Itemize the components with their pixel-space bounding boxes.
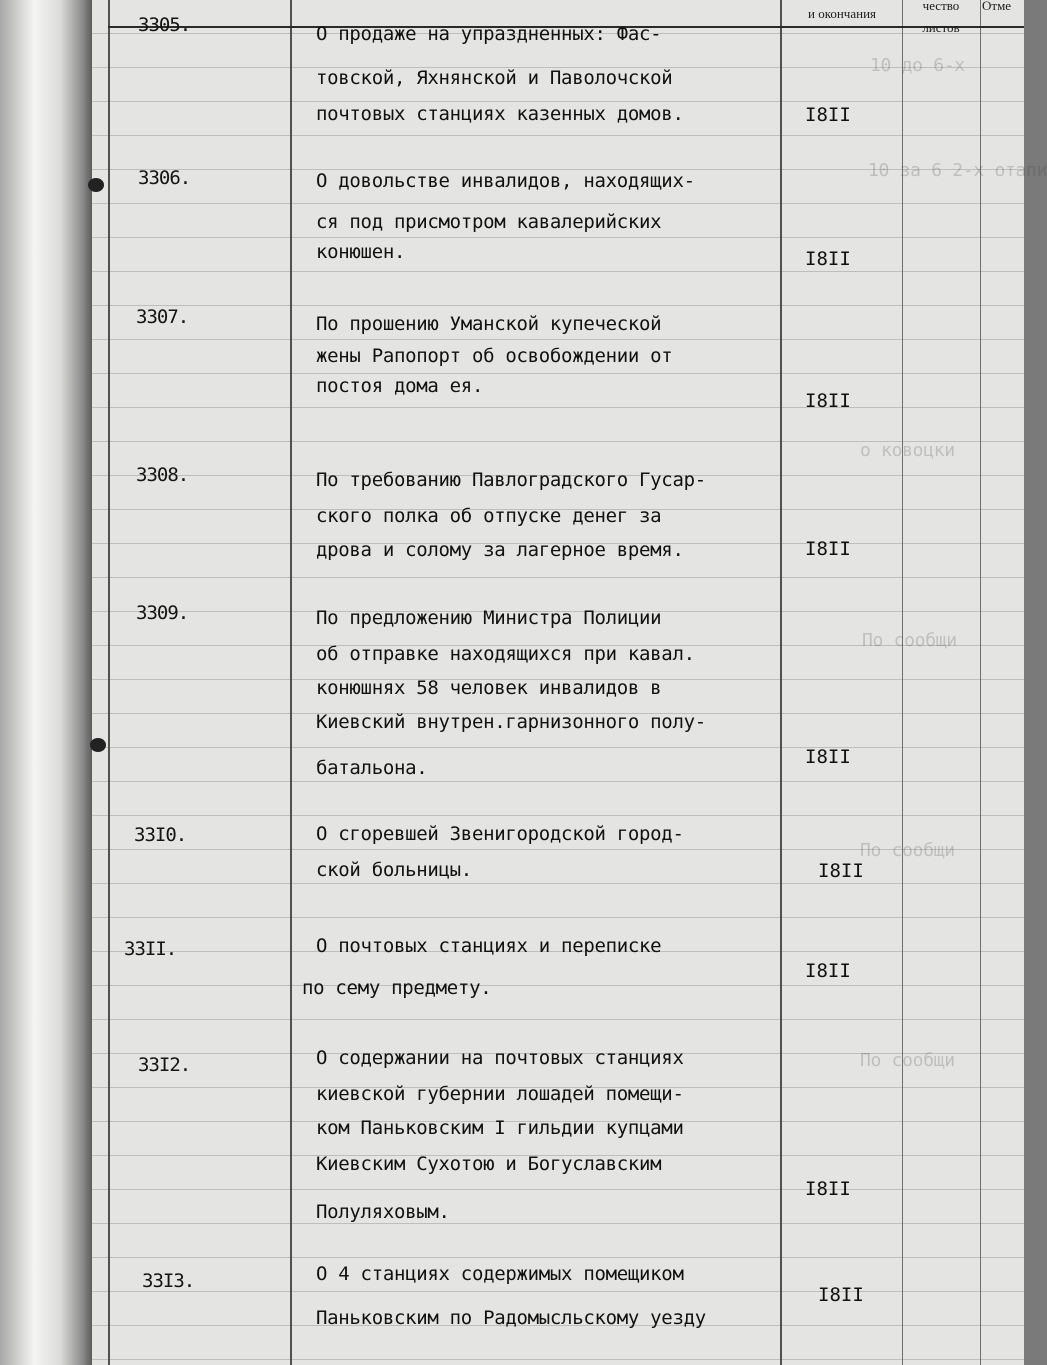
- bleed-through: По сообщи: [860, 1050, 955, 1071]
- bleed-through: По сообщи: [860, 840, 955, 861]
- entry-title-line: О продаже на упраздненных: Фас-: [316, 23, 662, 45]
- entry-title-line: Полуляховым.: [316, 1201, 450, 1223]
- entry-year: I8II: [805, 104, 851, 126]
- entry-number: 3306.: [138, 167, 191, 189]
- entry-title-line: О содержании на почтовых станциях: [316, 1047, 684, 1069]
- entry-title-line: ком Паньковским I гильдии купцами: [316, 1117, 684, 1139]
- entry-title-line: О сгоревшей Звенигородской город-: [316, 823, 684, 845]
- entry-year: I8II: [805, 1178, 851, 1200]
- bleed-through: о ковоцки: [860, 440, 955, 461]
- entry-number: 33I0.: [134, 824, 187, 846]
- bleed-through: По сообщи: [862, 630, 957, 651]
- margin-line: [108, 0, 110, 1365]
- entry-title-line: конюшнях 58 человек инвалидов в: [316, 677, 662, 699]
- entry-title-line: постоя дома ея.: [316, 375, 484, 397]
- entry-title-line: об отправке находящихся при кавал.: [316, 643, 695, 665]
- title-column-line: [780, 0, 782, 1365]
- count-column-line: [980, 0, 981, 1365]
- entry-title-line: По прошению Уманской купеческой: [316, 313, 662, 335]
- entry-title-line: киевской губернии лошадей помещи-: [316, 1083, 684, 1105]
- entry-title-line: Киевским Сухотою и Богуславским: [316, 1153, 662, 1175]
- entry-title-line: По требованию Павлоградского Гусар-: [316, 469, 706, 491]
- entry-number: 3307.: [136, 306, 189, 328]
- entry-number: 33II.: [124, 938, 177, 960]
- entry-year: I8II: [805, 390, 851, 412]
- header-dates: и окончания: [807, 6, 877, 21]
- binding-hole: [90, 738, 106, 752]
- entry-number: 3305.: [138, 14, 191, 36]
- entry-title-line: ской больницы.: [316, 859, 472, 881]
- header-count-bottom: листов: [922, 20, 960, 35]
- entry-title-line: ся под присмотром кавалерийских: [316, 211, 662, 233]
- bleed-through: 10 за 6 2-х отапи: [868, 160, 1047, 181]
- entry-number: 3308.: [136, 464, 189, 486]
- entry-title-line: конюшен.: [316, 241, 406, 263]
- entry-title-line: дрова и солому за лагерное время.: [316, 539, 684, 561]
- entry-year: I8II: [805, 960, 851, 982]
- entry-year: I8II: [818, 1284, 864, 1306]
- entry-number: 3309.: [136, 602, 189, 624]
- entry-title-line: Паньковским по Радомысльскому уезду: [316, 1307, 706, 1329]
- number-column-line: [290, 0, 292, 1365]
- entry-number: 33I3.: [142, 1270, 195, 1292]
- entry-year: I8II: [805, 538, 851, 560]
- entry-title-line: товской, Яхнянской и Паволочской: [316, 67, 673, 89]
- entry-year: I8II: [818, 860, 864, 882]
- entry-title-line: О довольстве инвалидов, находящих-: [316, 170, 695, 192]
- entry-title-line: Киевский внутрен.гарнизонного полу-: [316, 711, 706, 733]
- entry-title-line: по сему предмету.: [302, 977, 492, 999]
- entry-title-line: батальона.: [316, 757, 428, 779]
- bleed-through: 10 до 6-х: [870, 55, 965, 76]
- entry-year: I8II: [805, 248, 851, 270]
- entry-title-line: О 4 станциях содержимых помещиком: [316, 1263, 684, 1285]
- entry-number: 33I2.: [138, 1054, 191, 1076]
- dates-column-line: [902, 0, 903, 1365]
- binding-hole: [88, 178, 104, 192]
- header-count-top: чество: [922, 0, 960, 13]
- header-notes: Отме: [982, 0, 1012, 13]
- entry-title-line: ского полка об отпуске денег за: [316, 505, 662, 527]
- book-spine: [0, 0, 92, 1365]
- entry-title-line: почтовых станциях казенных домов.: [316, 103, 684, 125]
- entry-title-line: жены Рапопорт об освобождении от: [316, 345, 673, 367]
- entry-title-line: О почтовых станциях и переписке: [316, 935, 662, 957]
- entry-title-line: По предложению Министра Полиции: [316, 607, 662, 629]
- entry-year: I8II: [805, 746, 851, 768]
